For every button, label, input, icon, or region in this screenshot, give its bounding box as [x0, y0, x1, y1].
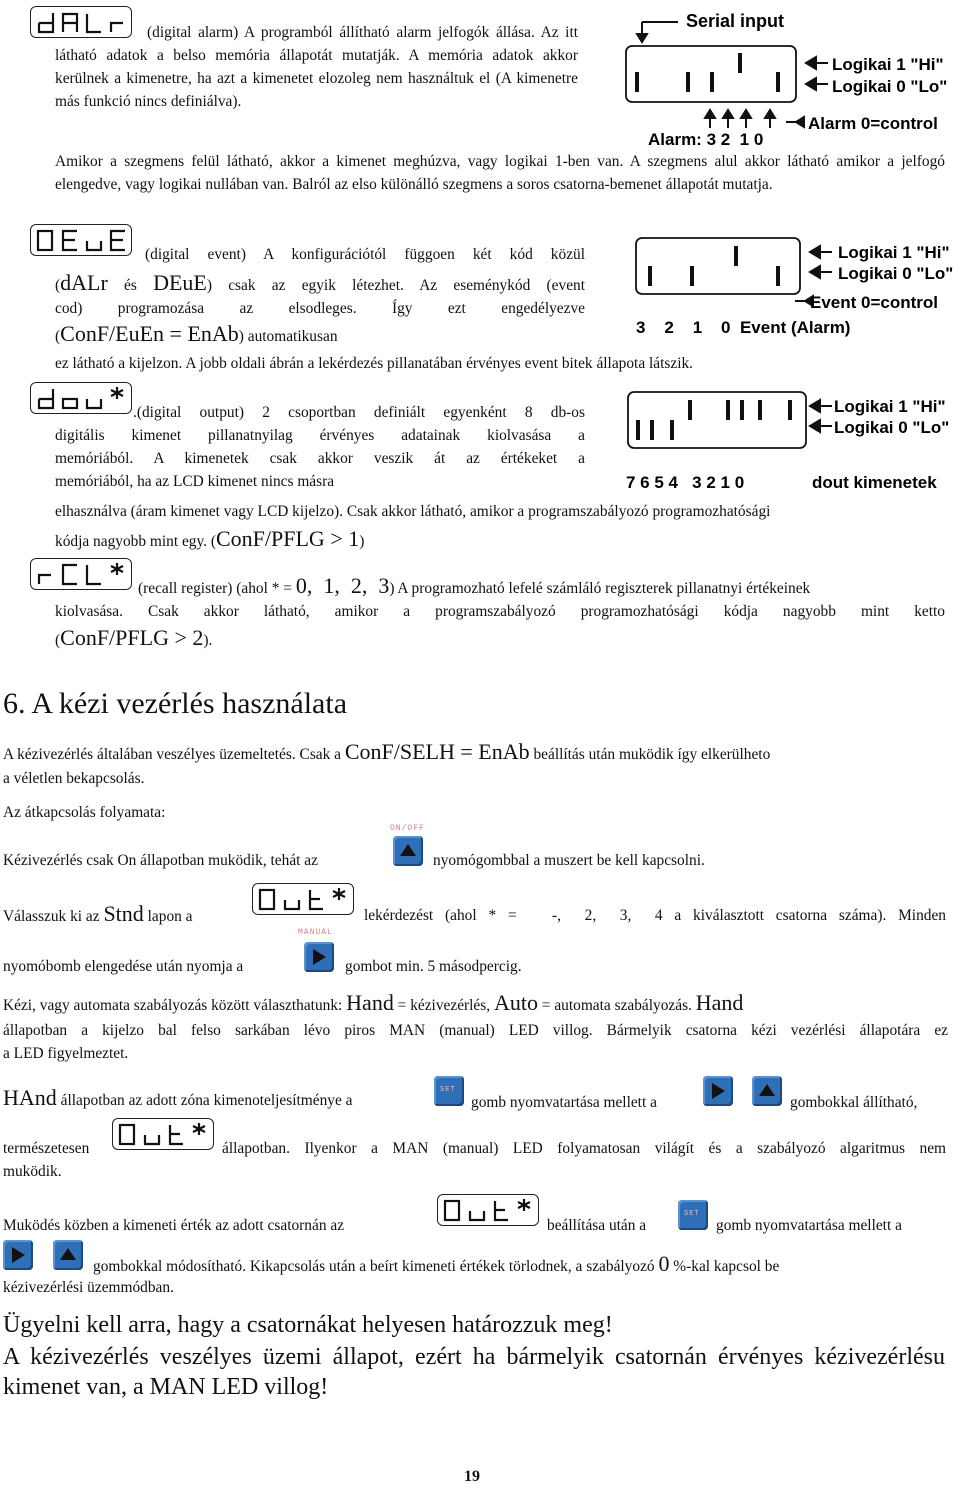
dout-line-1: .(digital output) 2 csoportban definiált egyenként 8 db-os [133, 404, 585, 421]
section-p6-line3: a LED figyelmeztet. [3, 1045, 129, 1062]
deue-line-3: cod) programozása az elsodleges. Így ezt engedélyezve [55, 300, 585, 317]
onoff-label: ON/OFF [390, 824, 425, 833]
page-number: 19 [464, 1468, 480, 1485]
section-p8-a: természetesen [3, 1140, 90, 1157]
section-heading: 6. A kézi vezérlés használata [3, 687, 348, 720]
up-arrow-button-2[interactable] [752, 1076, 782, 1106]
triangle-right-icon [703, 1076, 733, 1106]
triangle-up-icon [752, 1076, 782, 1106]
triangle-right-icon [304, 942, 334, 972]
dout-line-2: digitális kimenet pillanatnyilag érvényes adatainak kiolvasása a [55, 427, 585, 444]
logic-lo-label: Logikai 0 "Lo" [832, 77, 948, 96]
dout-lcd-display [30, 382, 132, 414]
section-p1-line2: a véletlen bekapcsolás. [3, 770, 145, 787]
section-p9-c: gomb nyomvatartása mellett a [716, 1217, 902, 1234]
dalr-segment-description: Amikor a szegmens felül látható, akkor a kimenet meghúzva, vagy logikai 1-ben van. A szegmens alul akkor látható amikor a jelfogó elengedve, vagy logikai nullában van. Balról az elso különálló szegmens a soros csatorna-bemenet állapotát mutatja. [55, 153, 945, 193]
set-button-2[interactable]: SET [678, 1200, 708, 1230]
event-control-label: Event 0=control [810, 293, 939, 312]
rcl-lcd-display [30, 558, 132, 590]
dalr-description: (digital alarm) A programból állítható alarm jelfogók állása. Az itt látható adatok a belso memória állapotát mutatják. A memória adatok akkor kerülnek a kimenetre, ha azt a kimenetet elozoleg nem használtuk el (A kimenetre más funkció nincs definiálva). [55, 24, 578, 110]
event-lo-label: Logikai 0 "Lo" [838, 264, 954, 283]
section-p10-a: gombokkal módosítható. Kikapcsolás után a beírt kimeneti értékek törlodnek, a szabályozó 0 %-kal kapcsol be [93, 1251, 780, 1276]
section-p6-line2: állapotban a kijelzo bal felso sarkában lévo piros MAN (manual) LED villog. Bármelyik csatorna kézi vezérlési állapotára ez [3, 1022, 948, 1039]
section-p1-line1: A kézivezérlés általában veszélyes üzemeltetés. Csak a ConF/SELH = EnAb beállítás után muködik így elkerülheto [3, 739, 771, 764]
right-arrow-button-3[interactable] [3, 1240, 33, 1270]
up-arrow-button-3[interactable] [53, 1240, 83, 1270]
section-p2: Az átkapcsolás folyamata: [3, 804, 166, 821]
dout-line-6: kódja nagyobb mint egy. (ConF/PFLG > 1) [55, 526, 365, 551]
out-lcd-display-3 [437, 1194, 539, 1226]
section-p6-line1: Kézi, vagy automata szabályozás között választhatunk: Hand = kézivezérlés, Auto = automata szabályozás. Hand [3, 990, 744, 1015]
section-p4-c: lekérdezést (ahol * = -, 2, 3, 4 a kiválasztott csatorna száma). Minden [364, 907, 946, 924]
set-button-1[interactable]: SET [434, 1076, 464, 1106]
out-lcd-display-2 [112, 1118, 214, 1150]
dout-diagram [622, 388, 960, 496]
manual-label: MANUAL [298, 928, 333, 937]
serial-input-label: Serial input [686, 11, 785, 31]
event-bits-label: 3 2 1 0 Event (Alarm) [636, 318, 851, 337]
deue-line-1: (digital event) A konfigurációtól függoen két kód közül [145, 246, 585, 263]
section-p8-c: muködik. [3, 1163, 62, 1180]
rcl-line-1: (recall register) (ahol * = 0, 1, 2, 3) A programozható lefelé számláló regiszterek pillanatnyi értékeinek [138, 573, 811, 598]
dout-outputs-label: dout kimenetek [812, 473, 937, 492]
deue-line-2: (dALr és DEuE) csak az egyik létezhet. Az eseménykód (event [55, 270, 585, 295]
section-p7-a: HAnd állapotban az adott zóna kimenoteljesítménye a [3, 1085, 353, 1110]
up-arrow-button[interactable] [393, 836, 423, 866]
dout-line-3: memóriából. A kimenetek csak akkor veszik át az értékeket a [55, 450, 585, 467]
deue-lcd-display [30, 224, 132, 256]
deue-line-5: ez látható a kijelzon. A jobb oldali ábrán a lekérdezés pillanatában érvényes event bitek állapota látszik. [55, 355, 694, 372]
logic-hi-label: Logikai 1 "Hi" [832, 55, 944, 74]
deue-event-diagram [630, 234, 960, 344]
out-lcd-display [252, 883, 354, 915]
section-p3-b: nyomógombbal a muszert be kell kapcsolni. [433, 852, 705, 869]
section-p7-c: gombokkal állítható, [790, 1094, 918, 1111]
rcl-line-3: (ConF/PFLG > 2). [55, 625, 213, 650]
event-hi-label: Logikai 1 "Hi" [838, 243, 950, 262]
dout-line-5: elhasználva (áram kimenet vagy LCD kijelzo). Csak akkor látható, amikor a programszabályozó programozhatósági [55, 503, 771, 520]
section-p9-b: beállítása után a [547, 1217, 647, 1234]
deue-line-4: (ConF/EuEn = EnAb) automatikusan [55, 321, 338, 346]
section-p4-a: Válasszuk ki az Stnd lapon a [3, 901, 193, 926]
dout-line-4: memóriából, ha az LCD kimenet nincs másra [55, 473, 335, 490]
triangle-up-icon [53, 1240, 83, 1270]
dalr-serial-diagram [620, 6, 960, 148]
section-p9-a: Muködés közben a kimeneti érték az adott csatornán az [3, 1217, 345, 1234]
dout-bits-label: 7 6 5 4 3 2 1 0 [626, 473, 745, 492]
right-arrow-button-2[interactable] [703, 1076, 733, 1106]
alarm-bits-label: Alarm: 3 2 1 0 [648, 130, 764, 148]
alarm-control-label: Alarm 0=control [808, 114, 938, 133]
dout-lo-label: Logikai 0 "Lo" [834, 418, 950, 437]
triangle-right-icon [3, 1240, 33, 1270]
triangle-up-icon [393, 836, 423, 866]
warning-line-2: A kézivezérlés veszélyes üzemi állapot, ezért ha bármelyik csatornán érvényes kézivezérlésu kimenet van, a MAN LED villog! [3, 1344, 945, 1400]
section-p3-a: Kézivezérlés csak On állapotban muködik, tehát az [3, 852, 318, 869]
section-p8-b: állapotban. Ilyenkor a MAN (manual) LED folyamatosan világít és a szabályozó algaritmus nem [222, 1140, 946, 1157]
section-p7-b: gomb nyomvatartása mellett a [471, 1094, 657, 1111]
section-p5-b: gombot min. 5 másodpercig. [345, 958, 522, 975]
warning-line-1: Ügyelni kell arra, hagy a csatornákat helyesen határozzuk meg! [3, 1312, 613, 1338]
section-p5-a: nyomóbomb elengedése után nyomja a [3, 958, 244, 975]
right-arrow-button[interactable] [304, 942, 334, 972]
dout-hi-label: Logikai 1 "Hi" [834, 397, 946, 416]
rcl-line-2: kiolvasása. Csak akkor látható, amikor a programszabályozó programozhatósági kódja nagyobb mint ketto [55, 603, 945, 620]
section-p10-c: kézivezérlési üzemmódban. [3, 1279, 174, 1296]
